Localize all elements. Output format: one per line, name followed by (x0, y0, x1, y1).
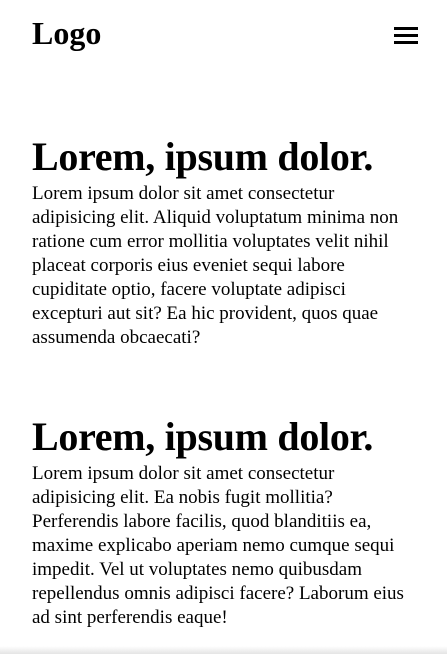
section-heading: Lorem, ipsum dolor. (32, 134, 374, 179)
section-heading: Lorem, ipsum dolor. (32, 414, 374, 459)
menu-bar (394, 34, 418, 37)
section-paragraph: Lorem ipsum dolor sit amet consectetur adipisicing elit. Ea nobis fugit mollitia? Perferendis labore facilis, quod blanditiis ea, maxime explicabo aperiam nemo cumque sequi impedit. Vel ut voluptates nemo quibusdam repellendus omnis adipisci facere? Laborum eius ad sint perferendis eaque! (32, 463, 404, 628)
section-paragraph: Lorem ipsum dolor sit amet consectetur adipisicing elit. Aliquid voluptatum minima non ratione cum error mollitia voluptates velit nihil placeat corporis eius eveniet sequi labore cupiditate optio, facere voluptate adipisci excepturi aut sit? Ea hic provident, quos quae assumenda obcaecati? (32, 183, 399, 348)
content-section-2 (32, 414, 417, 630)
menu-bar (394, 27, 418, 30)
bottom-edge-shadow (0, 646, 447, 654)
content-section-1 (32, 134, 417, 350)
hamburger-menu-icon[interactable] (394, 27, 418, 44)
menu-bar (394, 41, 418, 44)
logo[interactable]: Logo (32, 15, 102, 51)
site-header (0, 0, 447, 70)
